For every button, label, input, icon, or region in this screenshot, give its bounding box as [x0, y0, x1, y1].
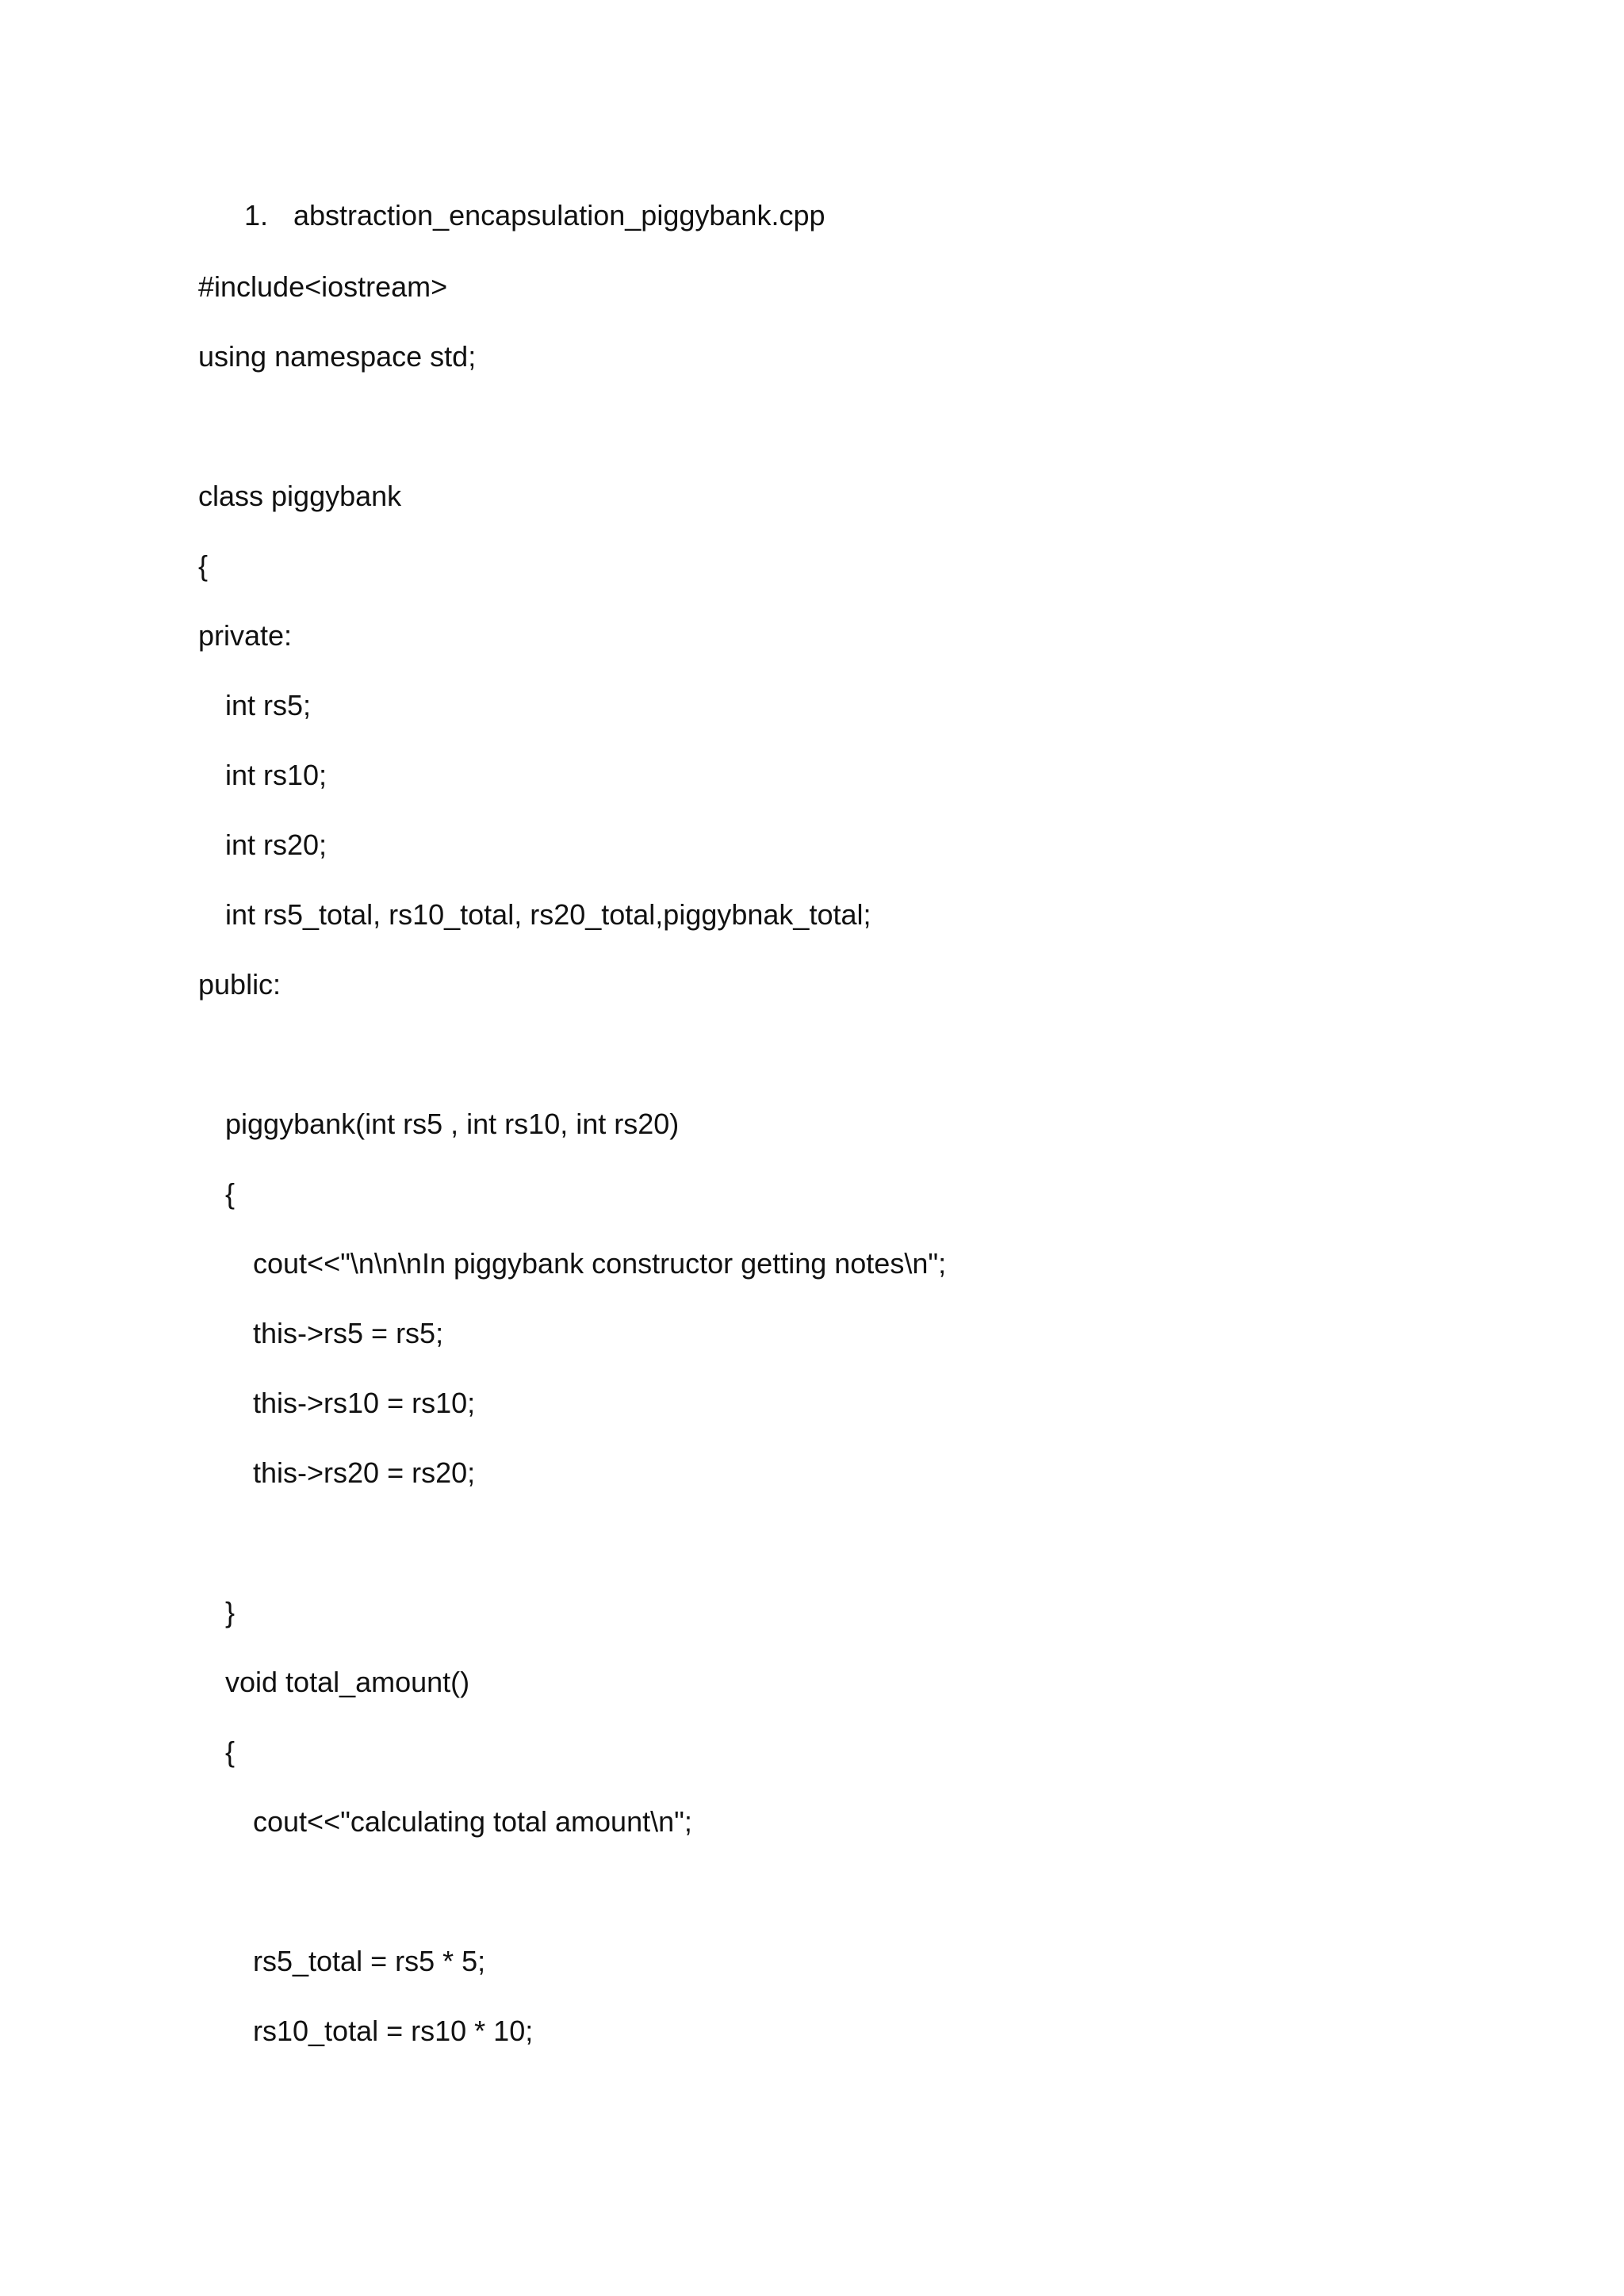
code-line: public: — [198, 968, 282, 1001]
code-line: { — [225, 1735, 236, 1768]
file-name: abstraction_encapsulation_piggybank.cpp — [293, 199, 825, 232]
code-line: this->rs10 = rs10; — [253, 1387, 476, 1419]
code-line: #include<iostream> — [198, 270, 448, 303]
code-line: } — [225, 1596, 236, 1628]
code-line: cout<<"calculating total amount\n"; — [253, 1805, 692, 1838]
code-block — [198, 266, 946, 2080]
code-line: int rs10; — [225, 759, 327, 791]
code-line: void total_amount() — [225, 1666, 470, 1698]
blank-line — [198, 1522, 946, 1592]
code-line: int rs5_total, rs10_total, rs20_total,piggybnak_total; — [225, 898, 871, 931]
blank-line — [198, 1871, 946, 1941]
code-line: int rs5; — [225, 689, 312, 721]
blank-line — [198, 1034, 946, 1104]
code-line: { — [225, 1177, 236, 1210]
code-line: rs10_total = rs10 * 10; — [253, 2015, 534, 2047]
list-number: 1. — [244, 199, 269, 232]
code-line: piggybank(int rs5 , int rs10, int rs20) — [225, 1108, 680, 1140]
code-line: class piggybank — [198, 480, 402, 512]
code-line: int rs20; — [225, 828, 327, 861]
code-line: using namespace std; — [198, 340, 477, 373]
code-line: this->rs20 = rs20; — [253, 1456, 476, 1489]
code-line: rs5_total = rs5 * 5; — [253, 1945, 486, 1977]
code-line: cout<<"\n\n\nIn piggybank constructor getting notes\n"; — [253, 1247, 947, 1280]
code-line: private: — [198, 619, 293, 652]
code-line: this->rs5 = rs5; — [253, 1317, 444, 1349]
file-heading — [244, 195, 825, 236]
code-line: { — [198, 549, 209, 582]
blank-line — [198, 406, 946, 476]
